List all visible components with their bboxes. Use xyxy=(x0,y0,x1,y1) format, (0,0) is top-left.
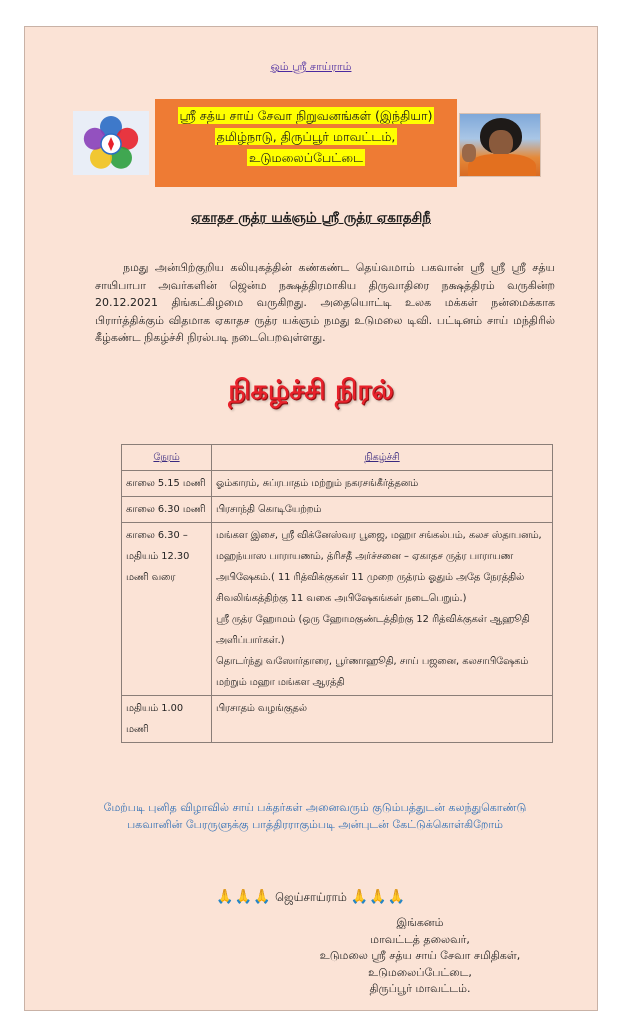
program-title: நிகழ்ச்சி நிரல் xyxy=(228,375,394,406)
sathya-sai-baba-portrait-icon xyxy=(459,113,541,177)
signature-line: உடுமலை ஸ்ரீ சத்ய சாய் சேவா சமிதிகள், xyxy=(319,949,521,962)
schedule-time: காலை 6.30 மணி xyxy=(122,497,212,523)
signature-line: மாவட்டத் தலைவர், xyxy=(370,932,470,946)
schedule-table xyxy=(121,444,553,743)
signature-line: திருப்பூர் மாவட்டம். xyxy=(369,982,471,995)
schedule-event-part: தொடர்ந்து வஸோர்தாரை, பூர்ணாஹூதி, சாய் பஜனை, கலசாபிஷேகம் மற்றும் மஹா மங்கள ஆரத்தி xyxy=(216,656,529,688)
schedule-row xyxy=(122,523,553,696)
jai-sairam-text: ஜெய்சாய்ராம் xyxy=(275,890,347,904)
schedule-header-row xyxy=(122,445,553,471)
schedule-row xyxy=(122,696,553,743)
schedule-event-part: ஸ்ரீ ருத்ர ஹோமம் (ஒரு ஹோமகுண்டத்திற்கு 12 ரித்விக்குகள் ஆஹூதி அளிப்பார்கள்.) xyxy=(216,614,530,646)
invitation-page xyxy=(24,26,598,1011)
praying-hands-icon: 🙏🙏🙏 xyxy=(350,889,406,905)
signature-line: இங்கனம் xyxy=(396,916,444,929)
schedule-event: ஓம்காரம், சுப்ரபாதம் மற்றும் நகரசங்கீர்த்தனம் xyxy=(212,471,553,497)
event-subject-heading: ஏகாதச ருத்ர யக்ஞம் ஸ்ரீ ருத்ர ஏகாதசிநீ xyxy=(191,210,431,226)
schedule-event-part: மங்கள இசை, ஸ்ரீ விக்னேஸ்வர பூஜை, மஹா சங்கல்பம், கலச ஸ்தாபனம், மஹந்யாஸ பாராயணம், த்ரிசதீ அர்ச்சனை – ஏகாதச ருத்ர பாராயண அபிஷேகம்.( 11 ரித்விக்குகள் 11 முறை ருத்ரம் ஓதும் அதே நேரத்தில் சிவலிங்கத்திற்கு 11 வகை அபிஷேகங்கள் நடைபெறும்.) xyxy=(216,530,542,604)
closing-invitation: மேற்படி புனித விழாவில் சாய் பக்தர்கள் அனைவரும் குடும்பத்துடன் கலந்துகொண்டு பகவானின் பேரருளுக்கு பாத்திரராகும்படி அன்புடன் கேட்டுக்கொள்கிறோம் xyxy=(103,801,527,831)
time-column-header: நேரம் xyxy=(122,445,212,471)
schedule-row xyxy=(122,497,553,523)
schedule-row xyxy=(122,471,553,497)
schedule-time: காலை 5.15 மணி xyxy=(122,471,212,497)
signature-line: உடுமலைப்பேட்டை, xyxy=(368,965,472,979)
org-district-line: தமிழ்நாடு, திருப்பூர் மாவட்டம், xyxy=(216,129,396,144)
jai-sairam-line xyxy=(25,889,597,906)
schedule-time: மதியம் 1.00 மணி xyxy=(122,696,212,743)
intro-paragraph: நமது அன்பிற்குறிய கலியுகத்தின் கண்கண்ட தெய்வமாம் பகவான் ஸ்ரீ ஸ்ரீ ஸ்ரீ சத்ய சாயிபாபா அவர்களின் ஜென்ம நக்ஷத்திரமாகிய திருவாதிரை நக்ஷத்திரம் வருகின்ற 20.12.2021 திங்கட்கிழமை வருகிறது. அதையொட்டி உலக மக்கள் நன்மைக்காக பிரார்த்திக்கும் விதமாக ஏகாதச ருத்ர யக்ஞம் நமது உடுமலை டிவி. பட்டினம் சாய் மந்திரில் கீழ்கண்ட நிகழ்ச்சி நிரல்படி நடைபெறவுள்ளது. xyxy=(95,261,555,344)
schedule-time: காலை 6.30 – மதியம் 12.30 மணி வரை xyxy=(122,523,212,696)
signature-block xyxy=(275,915,565,998)
org-name-line: ஸ்ரீ சத்ய சாய் சேவா நிறுவனங்கள் (இந்தியா) xyxy=(179,108,433,123)
schedule-event xyxy=(212,523,553,696)
organization-banner xyxy=(155,99,457,187)
schedule-event: பிரசாதம் வழங்குதல் xyxy=(212,696,553,743)
sarva-dharma-emblem-icon xyxy=(73,111,149,175)
om-sairam-heading: ஓம் ஸ்ரீ சாய்ராம் xyxy=(270,60,352,73)
event-column-header: நிகழ்ச்சி xyxy=(212,445,553,471)
org-town-line: உடுமலைப்பேட்டை xyxy=(249,150,363,165)
schedule-event: பிரசாந்தி கொடியேற்றம் xyxy=(212,497,553,523)
praying-hands-icon: 🙏🙏🙏 xyxy=(216,889,272,905)
